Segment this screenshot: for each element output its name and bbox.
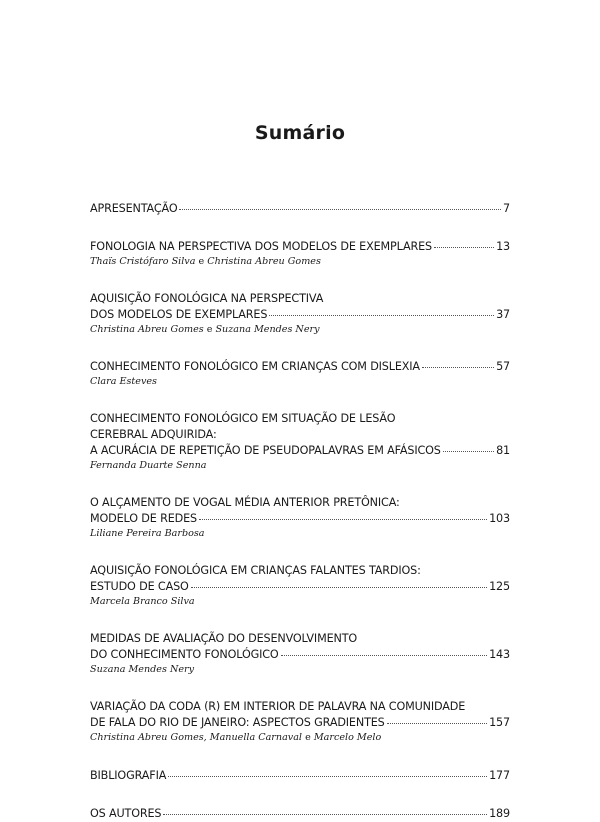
toc-page-number: 81 <box>496 444 510 457</box>
toc-entry-authors <box>90 527 510 541</box>
toc-page-number: 189 <box>489 807 510 820</box>
toc-entry-title-line <box>90 411 510 427</box>
toc-page-number: 103 <box>489 512 510 525</box>
toc-entry[interactable] <box>90 201 510 217</box>
author-name: Marcela Branco Silva <box>90 596 195 607</box>
toc-entry-title: APRESENTAÇÃO <box>90 202 178 215</box>
toc-entry-title-line <box>90 563 510 579</box>
toc-entry-title-line <box>90 443 510 459</box>
toc-entry-title: VARIAÇÃO DA CODA (R) EM INTERIOR DE PALAVRA NA COMUNIDADE <box>90 700 466 713</box>
toc-entry-authors <box>90 323 510 337</box>
dot-leader <box>387 723 487 724</box>
toc-entry-title: BIBLIOGRAFIA <box>90 769 167 782</box>
toc-entry-title: ESTUDO DE CASO <box>90 580 189 593</box>
toc-entry-authors <box>90 731 510 745</box>
toc-entry-title: CONHECIMENTO FONOLÓGICO EM CRIANÇAS COM DISLEXIA <box>90 360 420 373</box>
toc-entry-title: MODELO DE REDES <box>90 512 197 525</box>
toc-entry[interactable] <box>90 631 510 677</box>
toc-entry[interactable] <box>90 699 510 745</box>
toc-entry[interactable] <box>90 411 510 473</box>
toc-entry[interactable] <box>90 291 510 337</box>
toc-page-number: 7 <box>503 202 510 215</box>
dot-leader <box>163 814 487 815</box>
toc-entry-title: DOS MODELOS DE EXEMPLARES <box>90 308 268 321</box>
dot-leader <box>179 209 501 210</box>
dot-leader <box>168 776 487 777</box>
toc-entry[interactable] <box>90 806 510 822</box>
toc-entry-title-line <box>90 631 510 647</box>
dot-leader <box>269 315 494 316</box>
toc-entry-title: CEREBRAL ADQUIRIDA: <box>90 428 217 441</box>
author-name: Suzana Mendes Nery <box>90 664 195 675</box>
toc-entry-title-line <box>90 359 510 375</box>
author-name: Thaïs Cristófaro Silva <box>90 256 196 267</box>
author-name: Christina Abreu Gomes, Manuella Carnaval <box>90 732 303 743</box>
toc-entry-authors <box>90 255 510 269</box>
table-of-contents <box>90 201 510 822</box>
author-name: Liliane Pereira Barbosa <box>90 528 205 539</box>
toc-entry-title-line <box>90 511 510 527</box>
toc-entry-title-line <box>90 768 510 784</box>
toc-page-number: 143 <box>489 648 510 661</box>
toc-entry-title: DO CONHECIMENTO FONOLÓGICO <box>90 648 279 661</box>
dot-leader <box>191 587 487 588</box>
toc-page-number: 37 <box>496 308 510 321</box>
author-name: Suzana Mendes Nery <box>215 324 320 335</box>
toc-entry-title: CONHECIMENTO FONOLÓGICO EM SITUAÇÃO DE LESÃO <box>90 412 396 425</box>
author-name: Marcelo Melo <box>313 732 382 743</box>
author-name: Christina Abreu Gomes <box>207 256 321 267</box>
toc-entry-title-line <box>90 201 510 217</box>
toc-entry-title: FONOLOGIA NA PERSPECTIVA DOS MODELOS DE EXEMPLARES <box>90 240 432 253</box>
toc-entry-title-line <box>90 647 510 663</box>
toc-entry-title: AQUISIÇÃO FONOLÓGICA EM CRIANÇAS FALANTES TARDIOS: <box>90 564 421 577</box>
toc-entry-title: O ALÇAMENTO DE VOGAL MÉDIA ANTERIOR PRETÔNICA: <box>90 496 400 509</box>
dot-leader <box>434 247 494 248</box>
toc-entry-title: AQUISIÇÃO FONOLÓGICA NA PERSPECTIVA <box>90 292 324 305</box>
toc-entry-title-line <box>90 239 510 255</box>
toc-page-number: 125 <box>489 580 510 593</box>
toc-entry-authors <box>90 595 510 609</box>
author-name: Fernanda Duarte Senna <box>90 460 207 471</box>
toc-entry-title-line <box>90 579 510 595</box>
toc-entry-title: OS AUTORES <box>90 807 162 820</box>
dot-leader <box>422 367 494 368</box>
toc-entry-title-line <box>90 699 510 715</box>
toc-entry[interactable] <box>90 768 510 784</box>
author-name: Clara Esteves <box>90 376 157 387</box>
author-conjunction: e <box>305 732 311 743</box>
toc-entry-title: DE FALA DO RIO DE JANEIRO: ASPECTOS GRADIENTES <box>90 716 385 729</box>
toc-page-number: 57 <box>496 360 510 373</box>
toc-entry-title-line <box>90 427 510 443</box>
toc-entry-title-line <box>90 715 510 731</box>
toc-entry-title: MEDIDAS DE AVALIAÇÃO DO DESENVOLVIMENTO <box>90 632 358 645</box>
toc-entry[interactable] <box>90 239 510 269</box>
toc-entry-title-line <box>90 307 510 323</box>
toc-entry[interactable] <box>90 359 510 389</box>
page-title: Sumário <box>254 122 346 144</box>
author-name: Christina Abreu Gomes <box>90 324 204 335</box>
toc-entry-title-line <box>90 291 510 307</box>
toc-entry-title: A ACURÁCIA DE REPETIÇÃO DE PSEUDOPALAVRAS EM AFÁSICOS <box>90 444 441 457</box>
toc-entry-authors <box>90 663 510 677</box>
author-conjunction: e <box>206 324 213 335</box>
toc-entry[interactable] <box>90 563 510 609</box>
dot-leader <box>199 519 487 520</box>
author-conjunction: e <box>198 256 205 267</box>
toc-entry-title-line <box>90 806 510 822</box>
toc-entry-authors <box>90 375 510 389</box>
toc-page-number: 13 <box>496 240 510 253</box>
toc-entry-title-line <box>90 495 510 511</box>
toc-entry-authors <box>90 459 510 473</box>
toc-entry[interactable] <box>90 495 510 541</box>
toc-page-number: 177 <box>489 769 510 782</box>
dot-leader <box>443 451 494 452</box>
toc-page-number: 157 <box>489 716 510 729</box>
dot-leader <box>281 655 488 656</box>
